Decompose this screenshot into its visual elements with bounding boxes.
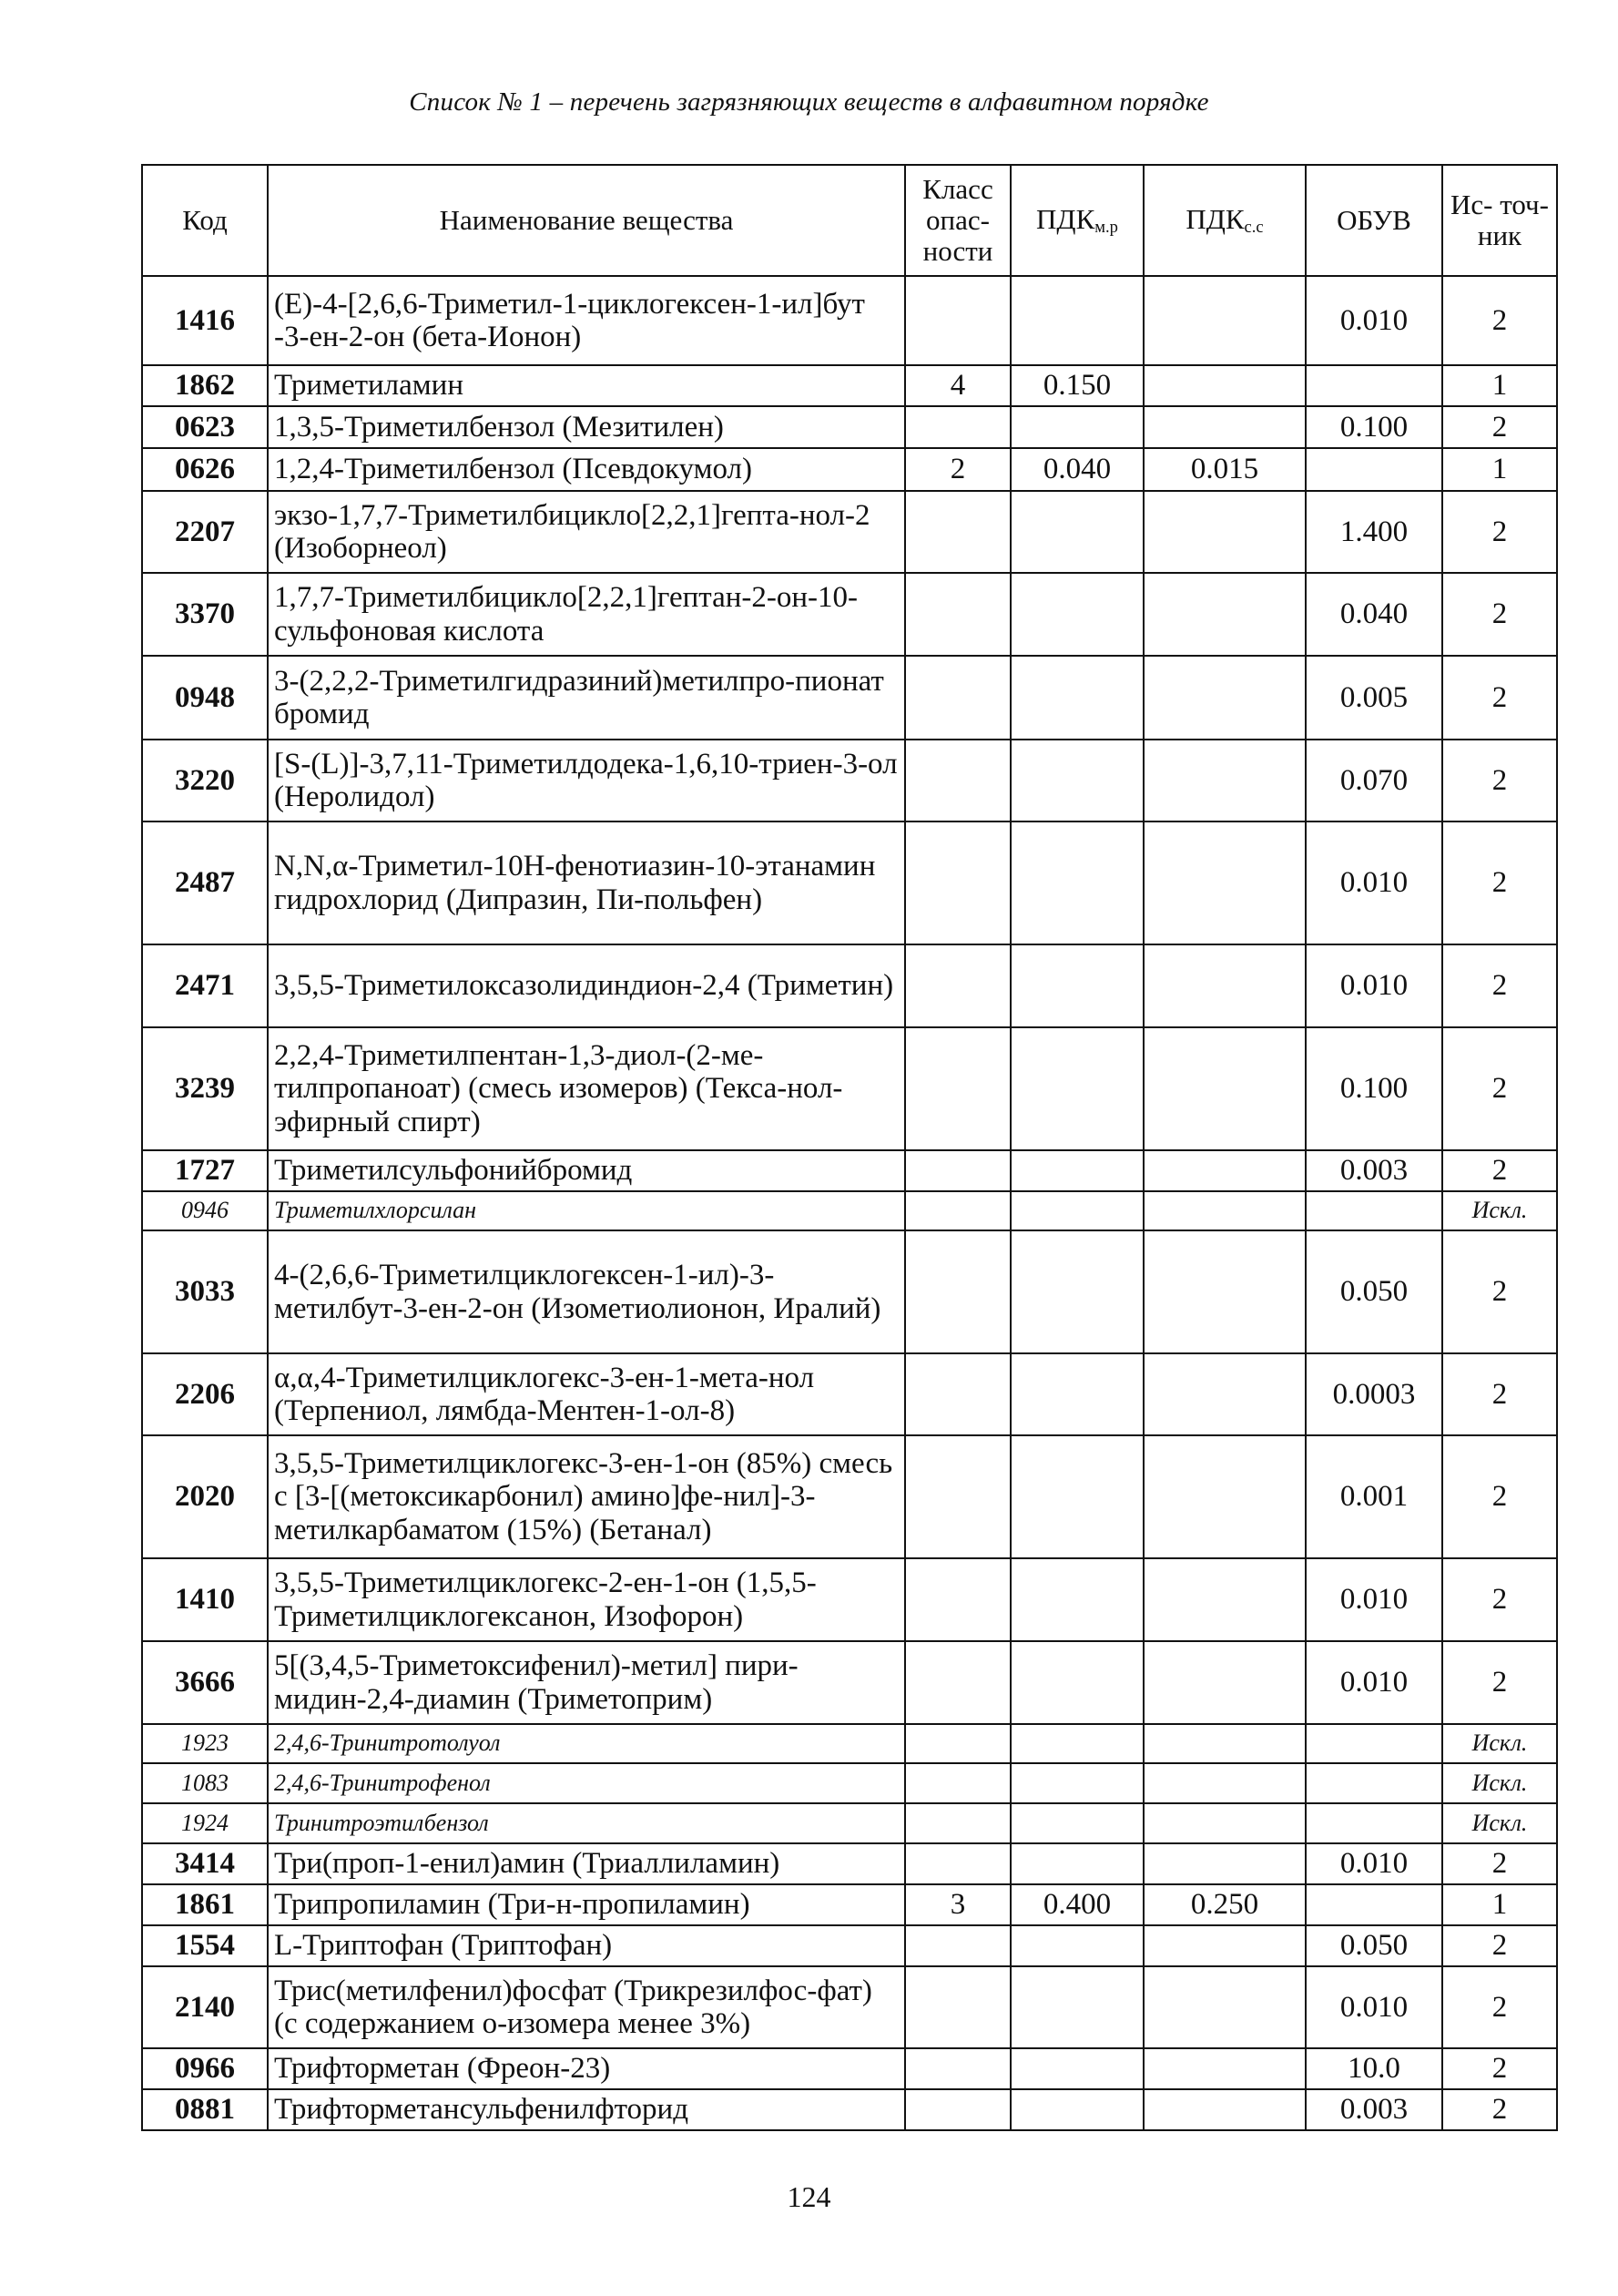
- cell-hazard-class: [905, 2089, 1011, 2130]
- cell-obuv: 0.100: [1306, 406, 1442, 448]
- table-row: [142, 1803, 1557, 1843]
- cell-pdk-ss: [1144, 1763, 1306, 1803]
- cell-hazard-class: [905, 821, 1011, 944]
- header-code: Код: [142, 165, 268, 276]
- cell-source: 2: [1442, 573, 1557, 656]
- cell-pdk-mr: 0.150: [1011, 365, 1144, 406]
- cell-name: 1,3,5-Триметилбензол (Мезитилен): [268, 406, 905, 448]
- cell-code: 1416: [142, 276, 268, 365]
- table-row: [142, 1353, 1557, 1435]
- table-row: [142, 2048, 1557, 2089]
- table-row: [142, 1884, 1557, 1925]
- cell-code: 2206: [142, 1353, 268, 1435]
- cell-name: 4-(2,6,6-Триметилциклогексен-1-ил)-3-метилбут-3-ен-2-он (Изометиолионон, Иралий): [268, 1230, 905, 1353]
- cell-obuv: [1306, 365, 1442, 406]
- cell-pdk-mr: [1011, 1803, 1144, 1843]
- cell-hazard-class: 3: [905, 1884, 1011, 1925]
- cell-name: Трифторметансульфенилфторид: [268, 2089, 905, 2130]
- cell-pdk-mr: [1011, 1027, 1144, 1150]
- header-pdk-mr: [1011, 165, 1144, 276]
- cell-code: 2140: [142, 1966, 268, 2048]
- cell-pdk-mr: [1011, 821, 1144, 944]
- cell-code: 0881: [142, 2089, 268, 2130]
- cell-obuv: 0.003: [1306, 2089, 1442, 2130]
- cell-obuv: 0.010: [1306, 1843, 1442, 1884]
- cell-hazard-class: [905, 406, 1011, 448]
- cell-pdk-mr: [1011, 2048, 1144, 2089]
- header-pdk-mr-base: ПДК: [1036, 202, 1095, 235]
- table-row: [142, 740, 1557, 821]
- cell-hazard-class: [905, 1027, 1011, 1150]
- cell-code: 3370: [142, 573, 268, 656]
- cell-name: Трифторметан (Фреон-23): [268, 2048, 905, 2089]
- cell-obuv: [1306, 1724, 1442, 1763]
- cell-hazard-class: [905, 276, 1011, 365]
- cell-obuv: 0.050: [1306, 1925, 1442, 1966]
- cell-name: 2,2,4-Триметилпентан-1,3-диол-(2-ме-тилпропаноат) (смесь изомеров) (Текса-нол-эфирный спирт): [268, 1027, 905, 1150]
- cell-pdk-ss: [1144, 1353, 1306, 1435]
- cell-obuv: 0.050: [1306, 1230, 1442, 1353]
- cell-code: 0948: [142, 656, 268, 740]
- cell-hazard-class: [905, 573, 1011, 656]
- cell-pdk-mr: [1011, 944, 1144, 1027]
- substances-table: [141, 164, 1558, 2131]
- cell-source: 2: [1442, 276, 1557, 365]
- cell-pdk-ss: [1144, 1803, 1306, 1843]
- cell-hazard-class: 2: [905, 448, 1011, 491]
- cell-hazard-class: [905, 1966, 1011, 2048]
- cell-source: 2: [1442, 491, 1557, 573]
- table-row: [142, 656, 1557, 740]
- page-number: 124: [787, 2180, 831, 2213]
- cell-pdk-ss: [1144, 276, 1306, 365]
- cell-obuv: 0.0003: [1306, 1353, 1442, 1435]
- cell-name: 1,7,7-Триметилбицикло[2,2,1]гептан-2-он-10-сульфоновая кислота: [268, 573, 905, 656]
- table-row: [142, 1763, 1557, 1803]
- table-row: [142, 1191, 1557, 1230]
- cell-pdk-ss: [1144, 1724, 1306, 1763]
- cell-obuv: 0.010: [1306, 1966, 1442, 2048]
- header-pdk-ss: [1144, 165, 1306, 276]
- cell-pdk-ss: [1144, 1230, 1306, 1353]
- cell-code: 2207: [142, 491, 268, 573]
- table-header-row: [142, 165, 1557, 276]
- cell-obuv: [1306, 1803, 1442, 1843]
- cell-code: 0626: [142, 448, 268, 491]
- cell-pdk-ss: [1144, 1435, 1306, 1558]
- table-row: [142, 1843, 1557, 1884]
- table-row: [142, 1027, 1557, 1150]
- cell-pdk-ss: [1144, 1843, 1306, 1884]
- cell-source: 2: [1442, 944, 1557, 1027]
- cell-code: 1727: [142, 1150, 268, 1191]
- cell-code: 2020: [142, 1435, 268, 1558]
- cell-hazard-class: [905, 491, 1011, 573]
- cell-pdk-ss: [1144, 1558, 1306, 1641]
- cell-pdk-mr: 0.400: [1011, 1884, 1144, 1925]
- cell-pdk-mr: [1011, 1353, 1144, 1435]
- cell-code: 1554: [142, 1925, 268, 1966]
- cell-hazard-class: [905, 2048, 1011, 2089]
- cell-pdk-ss: [1144, 1027, 1306, 1150]
- table-row: [142, 2089, 1557, 2130]
- cell-pdk-ss: [1144, 2048, 1306, 2089]
- cell-source: 2: [1442, 1027, 1557, 1150]
- cell-name: 2,4,6-Тринитрофенол: [268, 1763, 905, 1803]
- cell-obuv: 0.005: [1306, 656, 1442, 740]
- table-row: [142, 944, 1557, 1027]
- cell-pdk-ss: 0.250: [1144, 1884, 1306, 1925]
- cell-obuv: 0.003: [1306, 1150, 1442, 1191]
- cell-source: 2: [1442, 406, 1557, 448]
- cell-code: 1410: [142, 1558, 268, 1641]
- cell-source: 2: [1442, 1353, 1557, 1435]
- cell-source: 2: [1442, 1558, 1557, 1641]
- table-row: [142, 1150, 1557, 1191]
- cell-source: 2: [1442, 656, 1557, 740]
- cell-pdk-mr: [1011, 1724, 1144, 1763]
- cell-name: Триметилхлорсилан: [268, 1191, 905, 1230]
- header-source: Ис- точ- ник: [1442, 165, 1557, 276]
- cell-source: Искл.: [1442, 1724, 1557, 1763]
- table-row: [142, 1925, 1557, 1966]
- cell-name: α,α,4-Триметилциклогекс-3-ен-1-мета-нол (Терпениол, лямбда-Ментен-1-ол-8): [268, 1353, 905, 1435]
- cell-code: 0623: [142, 406, 268, 448]
- cell-source: 1: [1442, 365, 1557, 406]
- cell-pdk-ss: [1144, 573, 1306, 656]
- table-row: [142, 365, 1557, 406]
- cell-source: 2: [1442, 2048, 1557, 2089]
- table-row: [142, 1558, 1557, 1641]
- table-row: [142, 1230, 1557, 1353]
- cell-pdk-mr: [1011, 1230, 1144, 1353]
- cell-source: 2: [1442, 821, 1557, 944]
- header-name: Наименование вещества: [268, 165, 905, 276]
- cell-name: 2,4,6-Тринитротолуол: [268, 1724, 905, 1763]
- cell-obuv: 0.010: [1306, 821, 1442, 944]
- cell-hazard-class: [905, 1435, 1011, 1558]
- cell-code: 1083: [142, 1763, 268, 1803]
- cell-hazard-class: [905, 656, 1011, 740]
- cell-pdk-mr: [1011, 1763, 1144, 1803]
- cell-obuv: [1306, 1884, 1442, 1925]
- cell-name: (E)-4-[2,6,6-Триметил-1-циклогексен-1-ил]бут -3-ен-2-он (бета-Ионон): [268, 276, 905, 365]
- cell-pdk-mr: [1011, 1191, 1144, 1230]
- table-row: [142, 1724, 1557, 1763]
- cell-hazard-class: 4: [905, 365, 1011, 406]
- cell-name: [S-(L)]-3,7,11-Триметилдодека-1,6,10-триен-3-ол (Неролидол): [268, 740, 905, 821]
- header-hazard-class: Класс опас- ности: [905, 165, 1011, 276]
- cell-pdk-ss: 0.015: [1144, 448, 1306, 491]
- cell-name: Трипропиламин (Три-н-пропиламин): [268, 1884, 905, 1925]
- cell-name: N,N,α-Триметил-10H-фенотиазин-10-этанамин гидрохлорид (Дипразин, Пи-польфен): [268, 821, 905, 944]
- cell-source: 2: [1442, 1843, 1557, 1884]
- cell-name: 3,5,5-Триметилциклогекс-3-ен-1-он (85%) смесь с [3-[(метоксикарбонил) амино]фе-нил]-3-метилкарбаматом (15%) (Бетанал): [268, 1435, 905, 1558]
- cell-pdk-ss: [1144, 1925, 1306, 1966]
- cell-hazard-class: [905, 740, 1011, 821]
- cell-code: 1861: [142, 1884, 268, 1925]
- cell-pdk-mr: [1011, 406, 1144, 448]
- cell-code: 0966: [142, 2048, 268, 2089]
- cell-hazard-class: [905, 1230, 1011, 1353]
- cell-obuv: [1306, 448, 1442, 491]
- cell-source: 2: [1442, 1150, 1557, 1191]
- cell-hazard-class: [905, 1843, 1011, 1884]
- header-pdk-mr-sub: м.р: [1094, 217, 1118, 237]
- cell-obuv: 0.010: [1306, 276, 1442, 365]
- cell-pdk-mr: [1011, 1558, 1144, 1641]
- header-pdk-ss-base: ПДК: [1186, 202, 1245, 235]
- cell-obuv: 0.070: [1306, 740, 1442, 821]
- cell-pdk-ss: [1144, 406, 1306, 448]
- cell-code: 2471: [142, 944, 268, 1027]
- cell-obuv: 0.010: [1306, 1558, 1442, 1641]
- header-obuv: ОБУВ: [1306, 165, 1442, 276]
- cell-name: Трис(метилфенил)фосфат (Трикрезилфос-фат) (с содержанием о-изомера менее 3%): [268, 1966, 905, 2048]
- cell-obuv: 1.400: [1306, 491, 1442, 573]
- cell-name: Три(проп-1-енил)амин (Триаллиламин): [268, 1843, 905, 1884]
- cell-hazard-class: [905, 1353, 1011, 1435]
- cell-name: 3,5,5-Триметилциклогекс-2-ен-1-он (1,5,5-Триметилциклогексанон, Изофорон): [268, 1558, 905, 1641]
- cell-pdk-ss: [1144, 1641, 1306, 1724]
- cell-code: 3033: [142, 1230, 268, 1353]
- cell-pdk-mr: [1011, 1150, 1144, 1191]
- cell-pdk-ss: [1144, 740, 1306, 821]
- cell-pdk-mr: [1011, 276, 1144, 365]
- cell-pdk-ss: [1144, 821, 1306, 944]
- cell-hazard-class: [905, 1724, 1011, 1763]
- cell-source: 2: [1442, 1966, 1557, 2048]
- cell-code: 3414: [142, 1843, 268, 1884]
- cell-code: 1923: [142, 1724, 268, 1763]
- cell-pdk-mr: [1011, 656, 1144, 740]
- cell-code: 1924: [142, 1803, 268, 1843]
- cell-hazard-class: [905, 1803, 1011, 1843]
- cell-source: 2: [1442, 1230, 1557, 1353]
- cell-obuv: [1306, 1763, 1442, 1803]
- cell-source: 2: [1442, 1925, 1557, 1966]
- cell-source: Искл.: [1442, 1803, 1557, 1843]
- cell-pdk-mr: [1011, 1435, 1144, 1558]
- cell-source: 2: [1442, 1641, 1557, 1724]
- table-row: [142, 276, 1557, 365]
- cell-hazard-class: [905, 944, 1011, 1027]
- cell-obuv: [1306, 1191, 1442, 1230]
- cell-name: Триметилсульфонийбромид: [268, 1150, 905, 1191]
- table-row: [142, 448, 1557, 491]
- cell-source: 2: [1442, 1435, 1557, 1558]
- list-heading: Список № 1 – перечень загрязняющих веществ в алфавитном порядке: [409, 87, 1209, 117]
- cell-obuv: 10.0: [1306, 2048, 1442, 2089]
- cell-source: 1: [1442, 1884, 1557, 1925]
- cell-code: 0946: [142, 1191, 268, 1230]
- cell-pdk-ss: [1144, 365, 1306, 406]
- table-row: [142, 1966, 1557, 2048]
- cell-pdk-mr: 0.040: [1011, 448, 1144, 491]
- cell-hazard-class: [905, 1763, 1011, 1803]
- cell-hazard-class: [905, 1641, 1011, 1724]
- cell-name: L-Триптофан (Триптофан): [268, 1925, 905, 1966]
- cell-name: 3-(2,2,2-Триметилгидразиний)метилпро-пионат бромид: [268, 656, 905, 740]
- cell-pdk-mr: [1011, 740, 1144, 821]
- cell-obuv: 0.001: [1306, 1435, 1442, 1558]
- cell-pdk-ss: [1144, 1191, 1306, 1230]
- cell-obuv: 0.010: [1306, 1641, 1442, 1724]
- cell-code: 3239: [142, 1027, 268, 1150]
- table-row: [142, 821, 1557, 944]
- table-row: [142, 406, 1557, 448]
- cell-name: 1,2,4-Триметилбензол (Псевдокумол): [268, 448, 905, 491]
- cell-pdk-mr: [1011, 2089, 1144, 2130]
- cell-name: Триметиламин: [268, 365, 905, 406]
- header-pdk-ss-sub: с.с: [1244, 217, 1264, 237]
- cell-obuv: 0.100: [1306, 1027, 1442, 1150]
- cell-source: Искл.: [1442, 1191, 1557, 1230]
- cell-name: 3,5,5-Триметилоксазолидиндион-2,4 (Триметин): [268, 944, 905, 1027]
- cell-pdk-ss: [1144, 1966, 1306, 2048]
- table-body: [142, 276, 1557, 2130]
- cell-pdk-mr: [1011, 1966, 1144, 2048]
- cell-pdk-mr: [1011, 1925, 1144, 1966]
- cell-hazard-class: [905, 1558, 1011, 1641]
- cell-source: 1: [1442, 448, 1557, 491]
- cell-source: Искл.: [1442, 1763, 1557, 1803]
- cell-obuv: 0.040: [1306, 573, 1442, 656]
- table-row: [142, 1435, 1557, 1558]
- cell-name: Тринитроэтилбензол: [268, 1803, 905, 1843]
- cell-pdk-ss: [1144, 2089, 1306, 2130]
- table-row: [142, 491, 1557, 573]
- cell-pdk-ss: [1144, 1150, 1306, 1191]
- cell-hazard-class: [905, 1191, 1011, 1230]
- cell-pdk-ss: [1144, 491, 1306, 573]
- cell-pdk-ss: [1144, 944, 1306, 1027]
- cell-code: 2487: [142, 821, 268, 944]
- cell-source: 2: [1442, 740, 1557, 821]
- cell-pdk-mr: [1011, 1843, 1144, 1884]
- table-row: [142, 573, 1557, 656]
- cell-name: экзо-1,7,7-Триметилбицикло[2,2,1]гепта-нол-2 (Изоборнеол): [268, 491, 905, 573]
- cell-code: 3220: [142, 740, 268, 821]
- cell-name: 5[(3,4,5-Триметоксифенил)-метил] пири-мидин-2,4-диамин (Триметоприм): [268, 1641, 905, 1724]
- cell-hazard-class: [905, 1150, 1011, 1191]
- cell-obuv: 0.010: [1306, 944, 1442, 1027]
- cell-pdk-mr: [1011, 491, 1144, 573]
- cell-pdk-mr: [1011, 1641, 1144, 1724]
- cell-pdk-mr: [1011, 573, 1144, 656]
- table-row: [142, 1641, 1557, 1724]
- cell-source: 2: [1442, 2089, 1557, 2130]
- cell-code: 3666: [142, 1641, 268, 1724]
- cell-code: 1862: [142, 365, 268, 406]
- cell-pdk-ss: [1144, 656, 1306, 740]
- cell-hazard-class: [905, 1925, 1011, 1966]
